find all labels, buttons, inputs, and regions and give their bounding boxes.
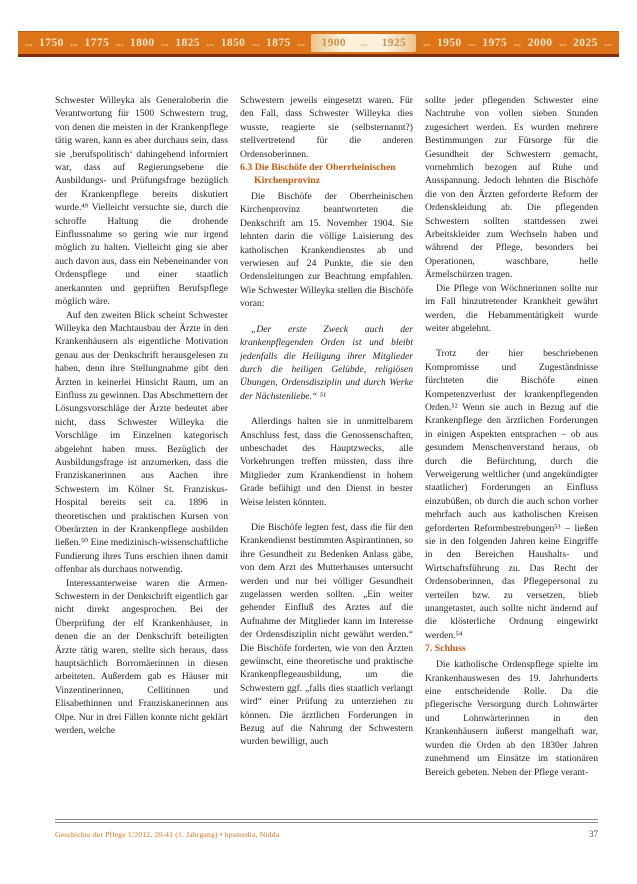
column-1	[55, 94, 228, 818]
body-paragraph: Die Bischöfe der Oberrheinischen Kirchenprovinz beantworteten die Denkschrift am 15. November 1904. Sie lehnten darin die völlige Laisierung des katholischen Krankendienstes ab und verwiesen auf 24 Punkte, die sie den Ordensleitungen zur Beachtung empfahlen. Wie Schwester Willeyka stellen die Bischöfe voran:	[240, 191, 413, 310]
section-heading-6-3: 6.3 Die Bischöfe der Oberrheinischen Kirchenprovinz	[240, 162, 396, 187]
footer-divider	[55, 819, 598, 823]
timeline-dots: ...	[251, 37, 260, 49]
timeline-year: 1825	[175, 37, 200, 49]
timeline-year: 1975	[482, 37, 507, 49]
section-heading-7: 7. Schluss	[425, 643, 466, 655]
footer-row	[55, 829, 598, 839]
body-paragraph: Schwester Willeyka als Generaloberin die Verantwortung für 1500 Schwestern trug, von denen die meisten in der Krankenpflege tätig waren, kann es aber durchaus sein, dass sie ‚berufspolitisch‘ dahingehend informiert war, dass auf Regierungsebene die Ausbildungs- und Prüfungsfrage bezüglich der Krankenpflege bereits diskutiert wurde.⁴⁹ Vielleicht versuchte sie, durch die schroffe Haltung die drohende Einflussnahme so gering wie nur irgend möglich zu halten. Vielleicht ging sie aber auch davon aus, dass ein Nebeneinander von Ordenspflege und einer staatlich anerkannten und geprüften Berufspflege möglich wäre.	[55, 95, 228, 308]
timeline-year: 1775	[84, 37, 110, 49]
body-paragraph: Die Pflege von Wöchnerinnen sollte nur im Fall hinzutretender Krankheit gewährt werden, die Hebammentätigkeit wurde weiter abgelehnt.	[425, 282, 598, 334]
article-columns	[55, 94, 598, 818]
timeline-year: 1800	[129, 37, 155, 49]
block-quote: „Der erste Zweck auch der krankenpflegenden Orden ist und bleibt jedenfalls die Heiligung ihrer Mitglieder durch die heiligen Gelübde, religiösen Übungen, Ordensdisziplin und durch Werke der Nächstenliebe.“ ⁵¹	[240, 323, 413, 402]
timeline-dots: ...	[25, 37, 33, 49]
timeline-year: 1850	[220, 37, 246, 49]
body-paragraph: Trotz der hier beschriebenen Kompromisse und Zugeständnisse fürchteten die Bischöfe einen Kompetenzverlust der krankenpflegenden Orden.⁵² Wenn sie auch in Bezug auf die Krankenpflege den ärztlichen Forderungen in einigen Aspekten entsprachen – ob aus gesundem Menschenverstand heraus, ob durch die Befürchtung, durch die Verweigerung weltlicher (und angekündigter staatlicher) Forderungen an Einfluss einzubüßen, ob durch die auch schon vorher mehrfach auch aus katholischen Kreisen geforderten Reformbestrebungen⁵³ – ließen sie in den folgenden Jahren keine Eingriffe in den Bereichen Haushalts- und Wirtschaftsführung zu. Das Recht der Ordensoberinnen, das Pflegepersonal zu verteilen bzw. zu versetzen, blieb unangetastet, auch sollte nicht ändernd auf die klösterliche Ordnung eingewirkt werden.⁵⁴	[425, 348, 598, 641]
body-paragraph: Die Bischöfe legten fest, dass die für den Krankendienst bestimmten Aspirantinnen, so ihre Gesundheit zu Bedenken Anlass gäbe, von dem Arzt des Mutterhauses untersucht werden und nur bei völliger Gesundheit zugelassen werden sollten. „Ein weiter gehender Einfluß des Arztes auf die Aufnahme der Mitglieder kann im Interesse der Ordensdisziplin nicht gewährt werden.“ Die Bischöfe forderten, wie von den Ärzten gewünscht, eine theoretische und praktische Krankenpflegeausbildung, um die Schwestern ggf. „falls dies staatlich verlangt wird“ einer Prüfung zu unterziehen zu können. Die ärztlichen Forderungen in Bezug auf die Nahrung der Schwestern wurden bewilligt, auch	[240, 521, 413, 748]
timeline-dots: ...	[468, 37, 476, 49]
page-number: 37	[589, 829, 598, 839]
timeline-dots: ...	[559, 37, 567, 49]
timeline-year: 1950	[436, 37, 462, 49]
body-paragraph: Die katholische Ordenspflege spielte im Krankenhauswesen des 19. Jahrhunderts eine entscheidende Rolle. Da die pflegerische Versorgung durch Lohnwärter und Lohnwärterinnen in den Krankenhäusern äußerst mangelhaft war, wurden die Orden ab den 1830er Jahren zunehmend um Einsätze im stationären Bereich gebeten. Neben der Pflege verant-	[425, 659, 598, 778]
body-paragraph: Schwestern jeweils eingesetzt waren. Für den Fall, dass Schwester Willeyka dies wusste, reagierte sie (selbsternannt?) stellvertretend für die anderen Ordensoberinnen.	[240, 95, 413, 160]
timeline-dots: ...	[206, 37, 215, 49]
timeline-year: 2000	[527, 37, 553, 49]
timeline-dots: ...	[604, 37, 612, 49]
timeline-year-highlighted: 1925	[381, 37, 407, 49]
timeline-year: 1875	[266, 37, 291, 49]
timeline-dots: ...	[161, 37, 169, 49]
page-footer	[55, 819, 598, 839]
column-3	[425, 94, 598, 818]
timeline-dots: ...	[70, 37, 78, 49]
column-2	[240, 94, 413, 818]
timeline-dots: ...	[360, 37, 368, 49]
timeline-year: 2025	[573, 37, 598, 49]
body-paragraph: sollte jeder pflegenden Schwester eine Nachtruhe von vollen sieben Stunden zugesichert werden. Es wurden mehrere Bestimmungen zur Fürsorge für die Gesundheit der Schwestern gemacht, vornehmlich bezogen auf Ruhe und Ausspannung. Jedoch lehnten die Bischöfe die von den Ärzten geforderte Reform der Ordenskleidung ab. Die pflegenden Schwestern sollten stattdessen zwei Arbeitskleider zum Wechseln haben und während der Pflege, besonders bei Operationen, waschbare, helle Ärmelschürzen tragen.	[425, 95, 598, 281]
timeline-bar	[18, 31, 619, 57]
timeline-year-highlighted: 1900	[321, 37, 347, 49]
journal-citation: Geschichte der Pflege 1/2012, 20-41 (1. Jahrgang) • hpsmedia, Nidda	[55, 830, 280, 839]
timeline-dots: ...	[115, 37, 124, 49]
timeline-dots: ...	[422, 37, 431, 49]
timeline-highlight-period	[311, 34, 416, 52]
timeline-dots: ...	[297, 37, 305, 49]
timeline-dots: ...	[513, 37, 522, 49]
body-paragraph: Auf den zweiten Blick scheint Schwester Willeyka den Machtausbau der Ärzte in den Krankenhäusern als eigentliche Motivation genau aus der Denkschrift herausgelesen zu haben, denn ihre Stellungnahme gibt den Ärzten in keinerlei Hinsicht Raum, um an Einfluss zu gewinnen. Das Abschmettern der Lösungsvorschläge der Ärzte bedeutet aber nicht, dass Schwester Willeyka die Vorschläge im Einzelnen kategorisch abgelehnt haben muss. Bezüglich der Ausbildungsfrage ist anzumerken, dass die Franziskanerinnen aus Aachen ihre Schwestern im Kölner St. Franziskus-Hospital bereits seit ca. 1896 in theoretischen und praktischen Kursen von Oberärzten in der Krankenpflege ausbilden ließen.⁵⁰ Eine medizinisch-wissenschaftliche Fundierung ihres Tuns erschien ihnen damit offenbar als durchaus notwendig.	[55, 309, 228, 576]
body-paragraph: Interessanterweise waren die Armen-Schwestern in der Denkschrift eigentlich gar nicht direkt angesprochen. Bei der Überprüfung der elf Krankenhäuser, in denen die an der Denkschrift beteiligten Ärzte tätig waren, stellte sich heraus, dass hauptsächlich Borromäerinnen in diesen arbeiteten. Außerdem gab es Häuser mit Vinzentinerinnen, Cellitinnen und Elisabethinnen und Franziskanerinnen aus Olpe. Nur in drei Fällen konnte nicht geklärt werden, welche	[55, 577, 228, 737]
timeline-year: 1750	[39, 37, 64, 49]
body-paragraph: Allerdings halten sie in unmittelbarem Anschluss fest, dass die Genossenschaften, unbeschadet des Hauptzwecks, alle Vorkehrungen treffen müssten, dass ihre Mitglieder zum Krankendienst in hohem Grade befähigt und den Dienst in bester Weise leisten könnten.	[240, 416, 413, 508]
